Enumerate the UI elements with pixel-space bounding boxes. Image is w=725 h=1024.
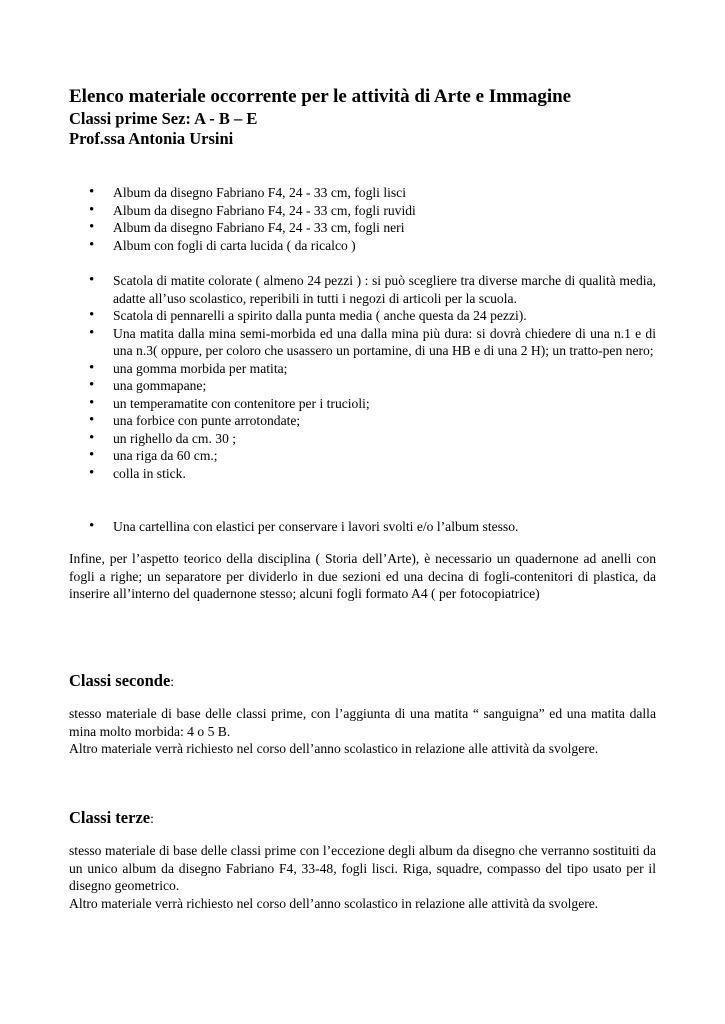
album-list	[0, 184, 725, 254]
terze-body	[69, 842, 656, 912]
list-item: • una riga da 60 cm.;	[0, 447, 725, 465]
list-item: • Scatola di matite colorate ( almeno 24 pezzi ) : si può scegliere tra diverse marche di qualità media, adatte all’uso scolastico, reperibili in tutti i negozi di articoli per la scuola.	[0, 272, 725, 307]
terze-line: stesso materiale di base delle classi prime con l’eccezione degli album da disegno che verranno sostituiti da un unico album da disegno Fabriano F4, 33-48, fogli lisci. Riga, squadre, compasso del tipo usato per il disegno geometrico.	[69, 843, 656, 893]
list-item: • Una cartellina con elastici per conservare i lavori svolti e/o l’album stesso.	[0, 518, 725, 536]
section-heading-terze	[69, 808, 154, 829]
list-item: • Album da disegno Fabriano F4, 24 - 33 cm, fogli neri	[0, 219, 725, 237]
list-item: • Album con fogli di carta lucida ( da ricalco )	[0, 237, 725, 255]
theory-paragraph: Infine, per l’aspetto teorico della disciplina ( Storia dell’Arte), è necessario un quadernone ad anelli con fogli a righe; un separatore per dividerlo in due sezioni ed una decina di fogli-contenitori di plastica, da inserire all’interno del quadernone stesso; alcuni fogli formato A4 ( per fotocopiatrice)	[69, 551, 656, 601]
list-item: • un temperamatite con contenitore per i trucioli;	[0, 395, 725, 413]
section-heading-text: Classi terze	[69, 808, 151, 827]
section-heading-text: Classi seconde	[69, 671, 171, 690]
list-item: • una gommapane;	[0, 377, 725, 395]
list-item: • Una matita dalla mina semi-morbida ed una dalla mina più dura: si dovrà chiedere di una n.1 e di una n.3( oppure, per coloro che usassero un portamine, di una HB e di una 2 H); un tratto-pen nero;	[0, 325, 725, 360]
list-item: • colla in stick.	[0, 465, 725, 483]
seconde-line: stesso materiale di base delle classi prime, con l’aggiunta di una matita “ sanguigna” ed una matita dalla mina molto morbida: 4 o 5 B.	[69, 706, 656, 739]
list-item: • Scatola di pennarelli a spirito dalla punta media ( anche questa da 24 pezzi).	[0, 307, 725, 325]
list-item: • Album da disegno Fabriano F4, 24 - 33 cm, fogli ruvidi	[0, 202, 725, 220]
section-heading-colon: :	[150, 811, 154, 826]
list-item: • una forbice con punte arrotondate;	[0, 412, 725, 430]
document-title: Elenco materiale occorrente per le attività di Arte e Immagine	[69, 86, 572, 107]
list-item: • una gomma morbida per matita;	[0, 360, 725, 378]
list-item: • Album da disegno Fabriano F4, 24 - 33 cm, fogli lisci	[0, 184, 725, 202]
seconde-line: Altro materiale verrà richiesto nel corso dell’anno scolastico in relazione alle attività da svolgere.	[69, 741, 599, 756]
seconde-body	[69, 705, 656, 758]
tools-list	[0, 272, 725, 482]
folder-list	[0, 518, 725, 536]
classes-line: Classi prime Sez: A - B – E	[69, 109, 258, 128]
section-heading-colon: :	[170, 674, 175, 689]
terze-line: Altro materiale verrà richiesto nel corso dell’anno scolastico in relazione alle attività da svolgere.	[69, 895, 599, 911]
list-item: • un righello da cm. 30 ;	[0, 430, 725, 448]
section-heading-seconde	[69, 671, 174, 692]
teacher-name: Prof.ssa Antonia Ursini	[69, 129, 234, 148]
